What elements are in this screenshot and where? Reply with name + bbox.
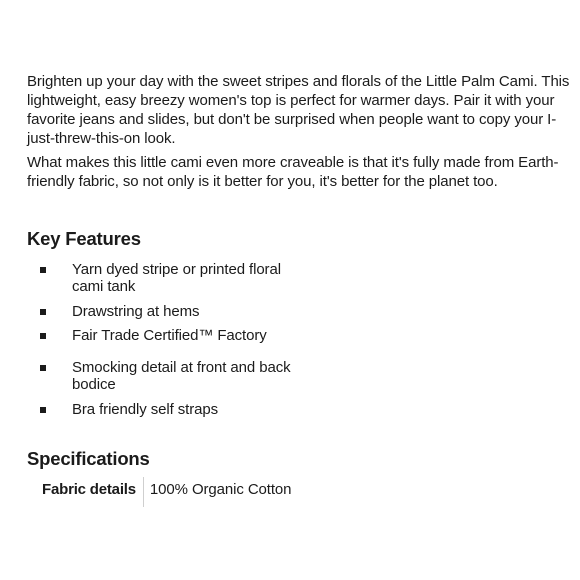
feature-text: Smocking detail at front and back bodice <box>72 359 291 393</box>
feature-text: Drawstring at hems <box>72 303 200 320</box>
bullet-icon <box>40 309 46 315</box>
bullet-icon <box>40 407 46 413</box>
key-features-heading: Key Features <box>27 228 141 249</box>
feature-text: Bra friendly self straps <box>72 401 218 418</box>
specifications-table <box>42 477 291 507</box>
spec-label-fabric-details: Fabric details <box>42 481 136 498</box>
description-paragraph: What makes this little cami even more craveable is that it's fully made from Earth-friendly fabric, so not only is it better for you, it's better for the planet too. <box>27 154 559 190</box>
specifications-heading: Specifications <box>27 448 150 469</box>
feature-text: Fair Trade Certified™ Factory <box>72 327 267 344</box>
description-paragraph: Brighten up your day with the sweet stripes and florals of the Little Palm Cami. This lightweight, easy breezy women's top is perfect for warmer days. Pair it with your favorite jeans and slides, but don't be surprised when people want to copy your I-just-threw-this-on look. <box>27 73 570 147</box>
bullet-icon <box>40 365 46 371</box>
feature-text: Yarn dyed stripe or printed floral cami tank <box>72 261 281 295</box>
bullet-icon <box>40 267 46 273</box>
product-description <box>27 72 573 196</box>
bullet-icon <box>40 333 46 339</box>
spec-value-fabric-details: 100% Organic Cotton <box>149 481 292 498</box>
